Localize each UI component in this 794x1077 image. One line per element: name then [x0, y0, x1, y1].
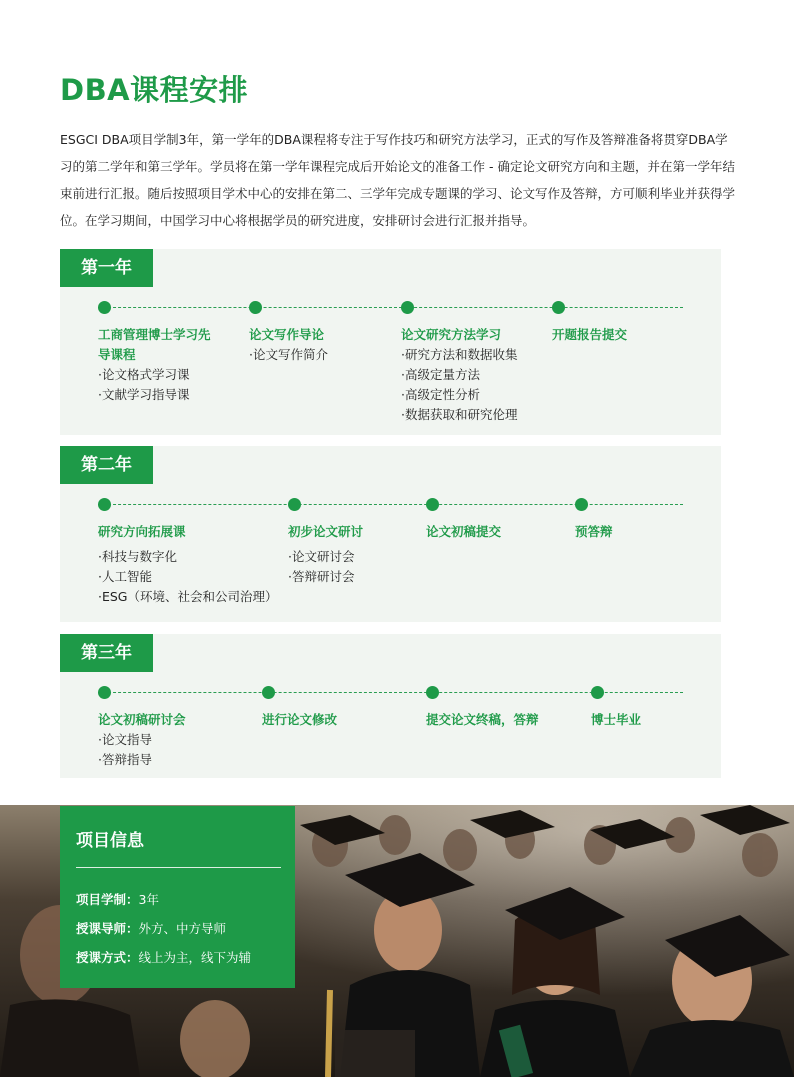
- timeline-dot: [575, 498, 588, 511]
- year-1-col-2: [249, 325, 389, 365]
- year-2-col-2: [288, 522, 418, 587]
- year-1-timeline: [98, 307, 683, 308]
- info-label: 授课导师：: [76, 921, 139, 936]
- year-3-col-1: [98, 710, 238, 770]
- col-item: ·研究方法和数据收集: [401, 347, 518, 362]
- col-item: ·论文研讨会: [288, 549, 355, 564]
- info-value: 外方、中方导师: [138, 921, 227, 936]
- year-1-col-1: [98, 325, 218, 405]
- col-title: 研究方向拓展课: [98, 524, 186, 539]
- timeline-dot: [249, 301, 262, 314]
- year-2-block: [60, 446, 721, 622]
- col-item: ·答辩研讨会: [288, 569, 355, 584]
- year-1-col-3: [401, 325, 551, 425]
- intro-paragraph: ESGCI DBA项目学制3年，第一学年的DBA课程将专注于写作技巧和研究方法学习，正式的写作及答辩准备将贯穿DBA学习的第二学年和第三学年。学员将在第一学年课程完成后开始论文的准备工作 - 确定论文研究方向和主题，并在第一学年结束前进行汇报。随后按照项目学术中心的安排在第二、三学年完成专题课的学习、论文写作及答辩，方可顺利毕业并获得学位。在学习期间，中国学习中心将根据学员的研究进度，安排研讨会进行汇报并指导。: [60, 132, 736, 228]
- col-item: ·高级定量方法: [401, 367, 480, 382]
- timeline-dot: [401, 301, 414, 314]
- col-item: ·论文指导: [98, 732, 152, 747]
- info-value: 3年: [138, 892, 159, 907]
- year-1-block: [60, 249, 721, 435]
- year-3-block: [60, 634, 721, 778]
- info-row-duration: [76, 890, 159, 908]
- col-title: 论文初稿提交: [426, 524, 502, 539]
- info-label: 授课方式：: [76, 950, 139, 965]
- year-3-tag: 第三年: [60, 634, 153, 672]
- col-title: 工商管理博士学习先导课程: [98, 327, 211, 362]
- year-3-col-4: [591, 710, 691, 730]
- info-value: 线上为主，线下为辅: [138, 950, 252, 965]
- col-item: ·数据获取和研究伦理: [401, 407, 518, 422]
- year-1-tag: 第一年: [60, 249, 153, 287]
- col-title: 进行论文修改: [262, 712, 338, 727]
- timeline-dot: [98, 686, 111, 699]
- col-item: ·论文格式学习课: [98, 367, 190, 382]
- year-2-tag: 第二年: [60, 446, 153, 484]
- col-title: 初步论文研讨: [288, 524, 364, 539]
- timeline-dot: [98, 498, 111, 511]
- year-2-col-1: [98, 522, 278, 607]
- project-info-box: [60, 806, 295, 988]
- col-title: 开题报告提交: [552, 327, 628, 342]
- col-item: ·人工智能: [98, 569, 152, 584]
- year-3-timeline: [98, 692, 683, 693]
- col-title: 论文研究方法学习: [401, 327, 502, 342]
- year-3-col-2: [262, 710, 402, 730]
- info-title: 项目信息: [76, 831, 144, 851]
- col-item: ·答辩指导: [98, 752, 152, 767]
- timeline-dot: [262, 686, 275, 699]
- year-2-col-3: [426, 522, 556, 542]
- col-item: ·ESG（环境、社会和公司治理）: [98, 589, 278, 604]
- year-2-col-4: [575, 522, 675, 542]
- timeline-dot: [426, 498, 439, 511]
- timeline-dot: [98, 301, 111, 314]
- col-title: 预答辩: [575, 524, 613, 539]
- timeline-dot: [426, 686, 439, 699]
- col-title: 论文写作导论: [249, 327, 325, 342]
- timeline-dot: [552, 301, 565, 314]
- year-1-col-4: [552, 325, 692, 345]
- info-label: 项目学制：: [76, 892, 139, 907]
- info-row-tutors: [76, 919, 226, 937]
- col-item: ·科技与数字化: [98, 549, 177, 564]
- year-3-col-3: [426, 710, 576, 730]
- col-title: 博士毕业: [591, 712, 642, 727]
- col-title: 论文初稿研讨会: [98, 712, 186, 727]
- info-row-mode: [76, 948, 251, 966]
- timeline-dot: [288, 498, 301, 511]
- col-title: 提交论文终稿，答辩: [426, 712, 539, 727]
- col-item: ·高级定性分析: [401, 387, 480, 402]
- col-item: ·论文写作简介: [249, 347, 328, 362]
- timeline-dot: [591, 686, 604, 699]
- year-2-timeline: [98, 504, 683, 505]
- page-title: DBA课程安排: [60, 73, 249, 107]
- col-item: ·文献学习指导课: [98, 387, 190, 402]
- info-divider: [76, 867, 281, 868]
